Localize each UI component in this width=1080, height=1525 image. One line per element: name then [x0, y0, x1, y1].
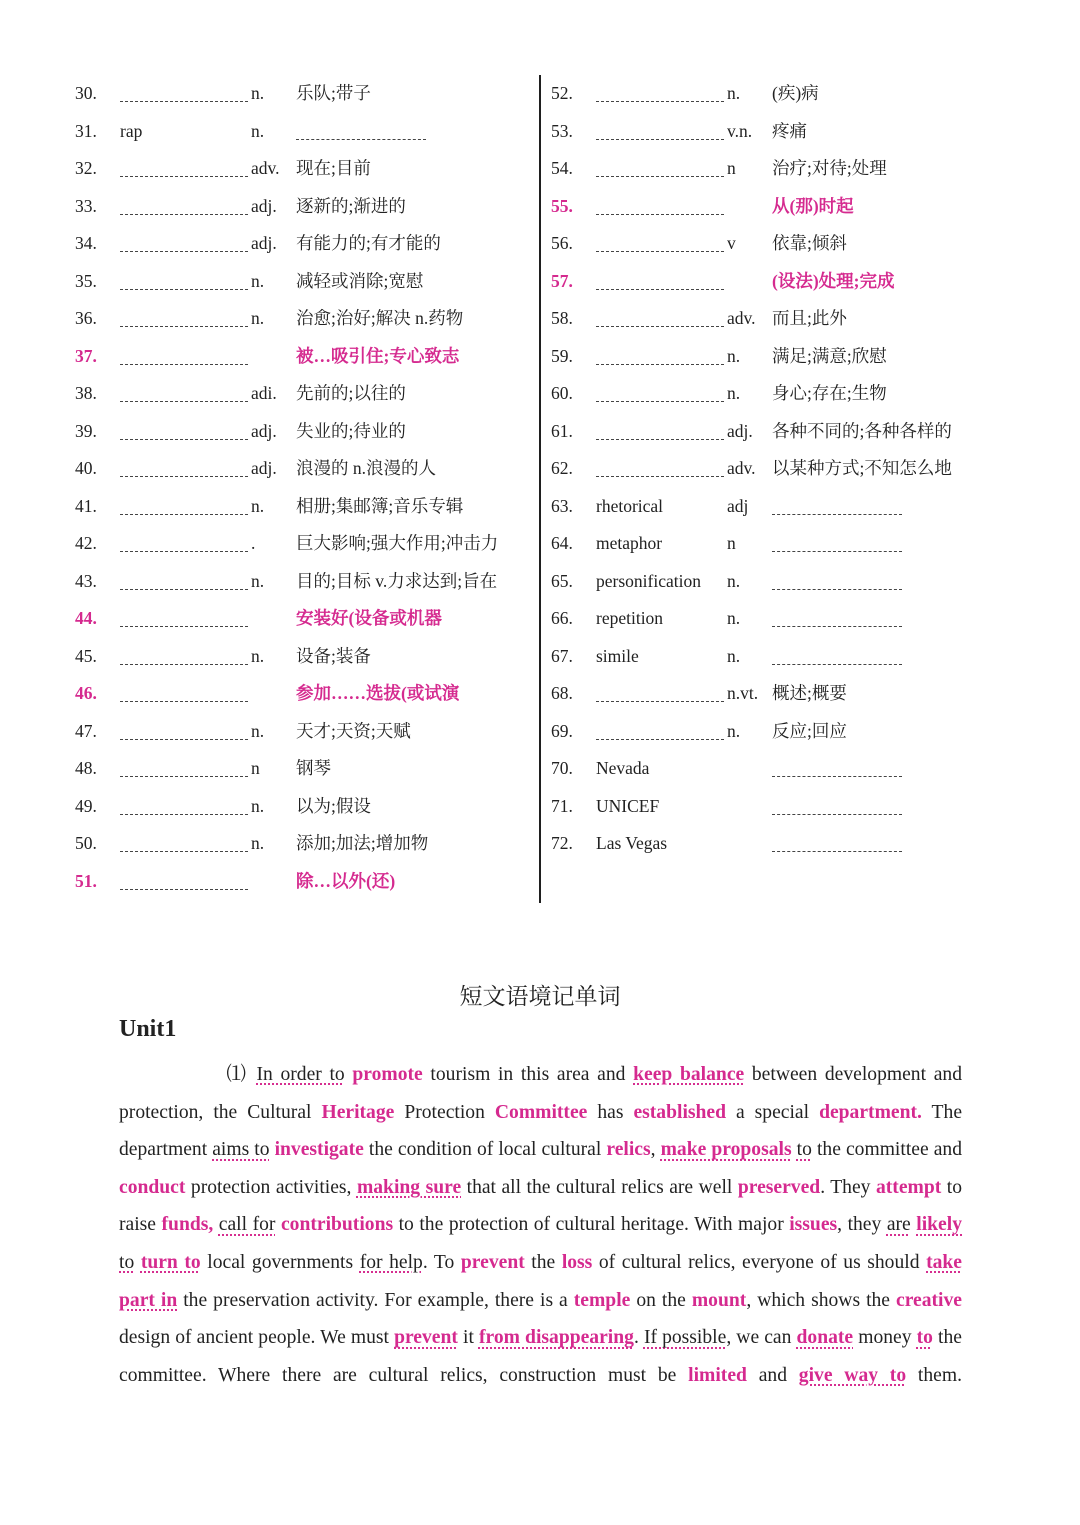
vocab-meaning: 设备;装备: [296, 645, 371, 666]
word-blank: [120, 889, 248, 890]
keyword: relics: [606, 1139, 651, 1161]
word-blank: [596, 401, 724, 402]
keyword: turn to: [140, 1251, 201, 1273]
vocab-number: 54.: [551, 158, 573, 178]
vocab-number: 71.: [551, 795, 573, 816]
part-of-speech: adj.: [251, 195, 277, 216]
part-of-speech: n.: [251, 645, 265, 666]
vocab-row: [75, 225, 525, 263]
passage-segment: the: [524, 1251, 562, 1273]
word-blank: [596, 214, 724, 215]
passage-segment: on the: [630, 1289, 692, 1311]
vocab-word: rap: [120, 120, 143, 141]
vocab-row: [551, 713, 1021, 751]
vocab-number: 32.: [75, 158, 97, 178]
vocab-meaning: 巨大影响;强大作用;冲击力: [296, 533, 499, 553]
vocab-row: [75, 450, 525, 488]
part-of-speech: n.: [727, 645, 741, 666]
vocab-meaning: 依靠;倾斜: [772, 233, 847, 253]
vocab-meaning: 治愈;治好;解决 n.药物: [296, 308, 464, 328]
vocab-number: 60.: [551, 383, 573, 403]
vocab-number: 61.: [551, 420, 573, 441]
vocab-number: 34.: [75, 233, 97, 253]
part-of-speech: n.: [251, 83, 265, 103]
vocab-meaning: 参加……选拔(或试演: [296, 683, 460, 703]
word-blank: [120, 364, 248, 365]
part-of-speech: n.: [251, 795, 265, 816]
passage-segment: Protection: [394, 1101, 495, 1123]
vocab-row: [75, 150, 525, 188]
vocab-row: [75, 638, 525, 676]
meaning-blank: [772, 589, 902, 590]
part-of-speech: n.: [251, 270, 265, 291]
vocab-number: 40.: [75, 458, 97, 478]
vocab-row: [551, 788, 1021, 826]
vocab-row: [75, 338, 525, 376]
keyword: prevent: [460, 1251, 525, 1273]
part-of-speech: n.: [727, 570, 741, 591]
passage-segment: . To: [422, 1251, 461, 1273]
word-blank: [596, 251, 724, 252]
vocab-meaning: (疾)病: [772, 83, 819, 103]
keyword: attempt: [875, 1176, 942, 1198]
vocab-row: [75, 713, 525, 751]
vocab-row: [551, 525, 1021, 563]
vocab-meaning: 概述;概要: [772, 683, 847, 703]
word-blank: [120, 289, 248, 290]
vocab-meaning: 而且;此外: [772, 308, 847, 328]
vocab-number: 69.: [551, 720, 573, 741]
vocab-meaning: 有能力的;有才能的: [296, 233, 441, 253]
passage-segment: that all the cultural relics are well: [461, 1176, 738, 1198]
vocab-number: 31.: [75, 120, 97, 141]
vocab-row: [551, 825, 1021, 863]
vocab-number: 33.: [75, 195, 97, 216]
vocab-meaning: 乐队;带子: [296, 83, 371, 103]
vocab-number: 67.: [551, 645, 573, 666]
keyword: conduct: [119, 1176, 186, 1198]
vocab-row: [551, 488, 1021, 526]
keyword: preserved: [737, 1176, 821, 1198]
word-blank: [120, 251, 248, 252]
passage-segment: , they: [837, 1214, 887, 1236]
keyword: If possible: [643, 1327, 727, 1349]
keyword: Committee: [494, 1101, 588, 1123]
vocab-row: [551, 338, 1021, 376]
column-divider: [539, 75, 541, 903]
vocab-number: 65.: [551, 570, 573, 591]
part-of-speech: adv.: [727, 458, 756, 478]
part-of-speech: n.: [251, 833, 265, 853]
keyword: investigate: [274, 1139, 364, 1161]
vocab-number: 58.: [551, 308, 573, 328]
keyword: funds,: [161, 1214, 214, 1236]
vocab-row: [75, 75, 525, 113]
part-of-speech: n: [727, 158, 736, 178]
word-blank: [120, 476, 248, 477]
word-blank: [120, 664, 248, 665]
word-blank: [120, 439, 248, 440]
keyword: promote: [352, 1064, 423, 1085]
vocab-row: [75, 563, 525, 601]
vocab-word: Las Vegas: [596, 833, 668, 853]
vocab-row: [551, 75, 1021, 113]
word-blank: [120, 701, 248, 702]
vocab-word: Nevada: [596, 758, 650, 778]
word-blank: [120, 776, 248, 777]
keyword: keep balance: [633, 1064, 745, 1085]
vocab-number: 30.: [75, 83, 97, 103]
passage-segment: design of ancient people. We must: [119, 1327, 395, 1349]
vocab-row: [75, 788, 525, 826]
vocab-word: rhetorical: [596, 495, 664, 516]
vocab-word: metaphor: [596, 533, 663, 553]
vocab-meaning: 逐新的;渐进的: [296, 195, 406, 216]
vocab-meaning: 除…以外(还): [296, 870, 396, 891]
vocab-meaning: 以为;假设: [296, 795, 371, 816]
part-of-speech: n.: [251, 720, 265, 741]
vocab-meaning: 治疗;对待;处理: [772, 158, 887, 178]
keyword: loss: [561, 1251, 593, 1273]
vocab-row: [551, 638, 1021, 676]
vocab-row: [551, 113, 1021, 151]
keyword: to: [119, 1251, 135, 1273]
vocab-number: 42.: [75, 533, 97, 553]
vocab-meaning: 钢琴: [296, 758, 331, 778]
vocab-number: 44.: [75, 608, 97, 628]
passage-segment: the condition of local cultural: [363, 1139, 607, 1161]
passage-segment: to raise: [119, 1176, 962, 1236]
vocab-meaning: 相册;集邮簿;音乐专辑: [296, 495, 464, 516]
keyword: give way to: [798, 1364, 907, 1386]
vocab-number: 49.: [75, 795, 97, 816]
vocab-number: 50.: [75, 833, 97, 853]
vocab-row: [75, 525, 525, 563]
passage-segment: , we can: [726, 1327, 797, 1349]
word-blank: [596, 364, 724, 365]
keyword: contributions: [280, 1214, 394, 1236]
vocab-number: 36.: [75, 308, 97, 328]
vocab-row: [551, 413, 1021, 451]
meaning-blank: [772, 776, 902, 777]
passage-segment: between development and protection, the Cultural: [119, 1064, 963, 1123]
keyword: making sure: [356, 1176, 462, 1198]
vocab-meaning: 被…吸引住;专心致志: [296, 345, 460, 366]
vocab-number: 35.: [75, 270, 97, 291]
vocab-word: personification: [596, 570, 701, 591]
part-of-speech: adj.: [251, 420, 277, 441]
word-blank: [120, 851, 248, 852]
vocab-row: [75, 375, 525, 413]
section-title: 短文语境记单词: [459, 984, 621, 1010]
vocab-number: 41.: [75, 495, 97, 516]
keyword: likely: [916, 1214, 962, 1236]
part-of-speech: adi.: [251, 383, 277, 403]
passage-segment: and: [746, 1364, 799, 1386]
vocab-meaning: 浪漫的 n.浪漫的人: [296, 458, 436, 478]
meaning-blank: [772, 626, 902, 627]
passage-segment: them.: [906, 1364, 962, 1386]
vocab-word: UNICEF: [596, 795, 660, 816]
part-of-speech: n.: [727, 608, 741, 628]
vocab-number: 39.: [75, 420, 97, 441]
word-blank: [120, 589, 248, 590]
vocab-column-left: [75, 75, 525, 900]
part-of-speech: n.: [727, 720, 741, 741]
word-blank: [120, 814, 248, 815]
keyword: call for: [218, 1214, 276, 1236]
part-of-speech: n.: [727, 83, 741, 103]
part-of-speech: adj.: [727, 420, 753, 441]
meaning-blank: [772, 551, 902, 552]
unit-title: Unit1: [119, 1016, 177, 1042]
vocab-row: [75, 863, 525, 901]
passage-segment: protection activities,: [185, 1176, 357, 1198]
word-blank: [596, 439, 724, 440]
passage-segment: the committee and: [811, 1139, 963, 1161]
vocab-row: [551, 450, 1021, 488]
keyword: In order to: [256, 1064, 345, 1085]
meaning-blank: [296, 139, 426, 140]
keyword: creative: [896, 1289, 962, 1311]
vocab-number: 53.: [551, 120, 573, 141]
vocab-row: [551, 150, 1021, 188]
word-blank: [120, 401, 248, 402]
keyword: to: [796, 1139, 812, 1161]
vocab-meaning: 目的;目标 v.力求达到;旨在: [296, 570, 498, 591]
vocab-word: repetition: [596, 608, 664, 628]
vocab-meaning: 先前的;以往的: [296, 383, 406, 403]
vocab-meaning: 以某种方式;不知怎么地: [772, 458, 952, 478]
vocab-number: 38.: [75, 383, 97, 403]
part-of-speech: adj.: [251, 458, 277, 478]
passage-segment: local governments: [200, 1251, 360, 1273]
part-of-speech: v: [727, 233, 736, 253]
vocab-number: 68.: [551, 683, 573, 703]
keyword: Heritage: [321, 1101, 395, 1123]
word-blank: [596, 101, 724, 102]
passage-segment: it: [457, 1327, 479, 1349]
vocab-meaning: 身心;存在;生物: [772, 383, 887, 403]
keyword: aims to: [212, 1139, 270, 1161]
vocab-number: 47.: [75, 720, 97, 741]
word-blank: [120, 514, 248, 515]
vocab-row: [551, 225, 1021, 263]
vocab-meaning: 反应;回应: [772, 720, 847, 741]
vocab-row: [75, 825, 525, 863]
passage-segment: ,: [650, 1139, 661, 1161]
part-of-speech: v.n.: [727, 120, 753, 141]
vocab-number: 52.: [551, 83, 573, 103]
part-of-speech: n: [727, 533, 736, 553]
vocab-meaning: 疼痛: [772, 120, 807, 141]
passage-segment: , which shows the: [746, 1289, 896, 1311]
keyword: are: [886, 1214, 911, 1236]
keyword: donate: [796, 1327, 854, 1349]
word-blank: [596, 476, 724, 477]
part-of-speech: adj: [727, 495, 749, 516]
vocab-row: [551, 600, 1021, 638]
word-blank: [596, 289, 724, 290]
vocab-number: 59.: [551, 345, 573, 366]
word-blank: [120, 626, 248, 627]
vocab-meaning: (设法)处理;完成: [772, 270, 895, 291]
keyword: to: [916, 1327, 933, 1349]
part-of-speech: n: [251, 758, 260, 778]
vocab-row: [75, 413, 525, 451]
word-blank: [120, 551, 248, 552]
meaning-blank: [772, 851, 902, 852]
passage-segment: The department: [119, 1101, 963, 1161]
keyword: mount: [691, 1289, 747, 1311]
vocab-number: 56.: [551, 233, 573, 253]
vocab-number: 45.: [75, 645, 97, 666]
vocab-row: [551, 563, 1021, 601]
vocab-number: 63.: [551, 495, 573, 516]
vocab-row: [75, 300, 525, 338]
keyword: established: [633, 1101, 726, 1123]
part-of-speech: n.: [251, 570, 265, 591]
passage-text: [119, 1056, 962, 1394]
keyword: for help: [359, 1251, 423, 1273]
vocab-word: simile: [596, 645, 639, 666]
vocab-meaning: 添加;加法;增加物: [296, 833, 429, 853]
keyword: limited: [688, 1364, 747, 1386]
word-blank: [120, 739, 248, 740]
vocab-number: 70.: [551, 758, 573, 778]
word-blank: [596, 176, 724, 177]
vocabulary-table: [0, 75, 1080, 905]
vocab-meaning: 满足;满意;欣慰: [772, 345, 887, 366]
passage-segment: tourism in this area and: [422, 1064, 634, 1085]
vocab-row: [551, 375, 1021, 413]
word-blank: [596, 139, 724, 140]
passage-segment: the preservation activity. For example, there is a: [177, 1289, 574, 1311]
keyword: make proposals: [660, 1139, 792, 1161]
word-blank: [120, 326, 248, 327]
vocab-row: [75, 488, 525, 526]
passage-segment: has: [587, 1101, 634, 1123]
vocab-row: [75, 675, 525, 713]
vocab-number: 72.: [551, 833, 573, 853]
vocab-row: [551, 675, 1021, 713]
vocab-number: 46.: [75, 683, 97, 703]
keyword: from disappearing: [478, 1327, 634, 1349]
vocab-row: [75, 263, 525, 301]
part-of-speech: n.: [727, 383, 741, 403]
part-of-speech: adj.: [251, 233, 277, 253]
word-blank: [120, 176, 248, 177]
part-of-speech: n.: [251, 120, 265, 141]
passage-segment: of cultural relics, everyone of us should: [592, 1251, 927, 1273]
passage-segment: money: [853, 1327, 917, 1349]
vocab-number: 62.: [551, 458, 573, 478]
vocab-number: 37.: [75, 345, 97, 366]
passage-segment: the committee. Where there are cultural relics, construction must be: [119, 1327, 962, 1386]
vocab-number: 66.: [551, 608, 573, 628]
vocab-row: [551, 188, 1021, 226]
vocab-number: 64.: [551, 533, 573, 553]
vocab-meaning: 各种不同的;各种各样的: [772, 420, 952, 441]
passage-segment: . They: [820, 1176, 876, 1198]
keyword: department.: [819, 1101, 922, 1123]
vocab-row: [75, 750, 525, 788]
word-blank: [596, 326, 724, 327]
meaning-blank: [772, 514, 902, 515]
meaning-blank: [772, 814, 902, 815]
word-blank: [596, 739, 724, 740]
vocab-row: [551, 300, 1021, 338]
vocab-number: 43.: [75, 570, 97, 591]
vocab-meaning: 减轻或消除;宽慰: [296, 270, 424, 291]
vocab-meaning: 失业的;待业的: [296, 420, 406, 441]
vocab-row: [75, 113, 525, 151]
keyword: temple: [573, 1289, 631, 1311]
part-of-speech: adv.: [251, 158, 280, 178]
vocab-row: [551, 263, 1021, 301]
word-blank: [596, 701, 724, 702]
vocab-number: 51.: [75, 870, 97, 891]
keyword: take part in: [119, 1251, 962, 1311]
part-of-speech: n.: [251, 495, 265, 516]
passage-segment: a special: [726, 1101, 820, 1123]
part-of-speech: .: [251, 533, 256, 553]
vocab-meaning: 现在;目前: [296, 158, 371, 178]
vocab-row: [75, 600, 525, 638]
part-of-speech: n.: [727, 345, 741, 366]
keyword: prevent: [394, 1327, 458, 1349]
part-of-speech: adv.: [727, 308, 756, 328]
meaning-blank: [772, 664, 902, 665]
passage-segment: ⑴: [226, 1064, 257, 1085]
vocab-meaning: 安装好(设备或机器: [296, 608, 442, 628]
passage-segment: to the protection of cultural heritage. With major: [393, 1214, 790, 1236]
vocab-row: [551, 750, 1021, 788]
word-blank: [120, 214, 248, 215]
vocab-meaning: 从(那)时起: [772, 195, 854, 216]
vocab-meaning: 天才;天资;天赋: [296, 720, 411, 741]
keyword: issues: [789, 1214, 838, 1236]
vocab-row: [75, 188, 525, 226]
word-blank: [120, 101, 248, 102]
part-of-speech: n.: [251, 308, 265, 328]
vocab-column-right: [551, 75, 1021, 863]
vocab-number: 48.: [75, 758, 97, 778]
part-of-speech: n.vt.: [727, 683, 759, 703]
vocab-number: 57.: [551, 270, 573, 291]
passage-segment: .: [633, 1327, 644, 1349]
vocab-number: 55.: [551, 195, 573, 216]
